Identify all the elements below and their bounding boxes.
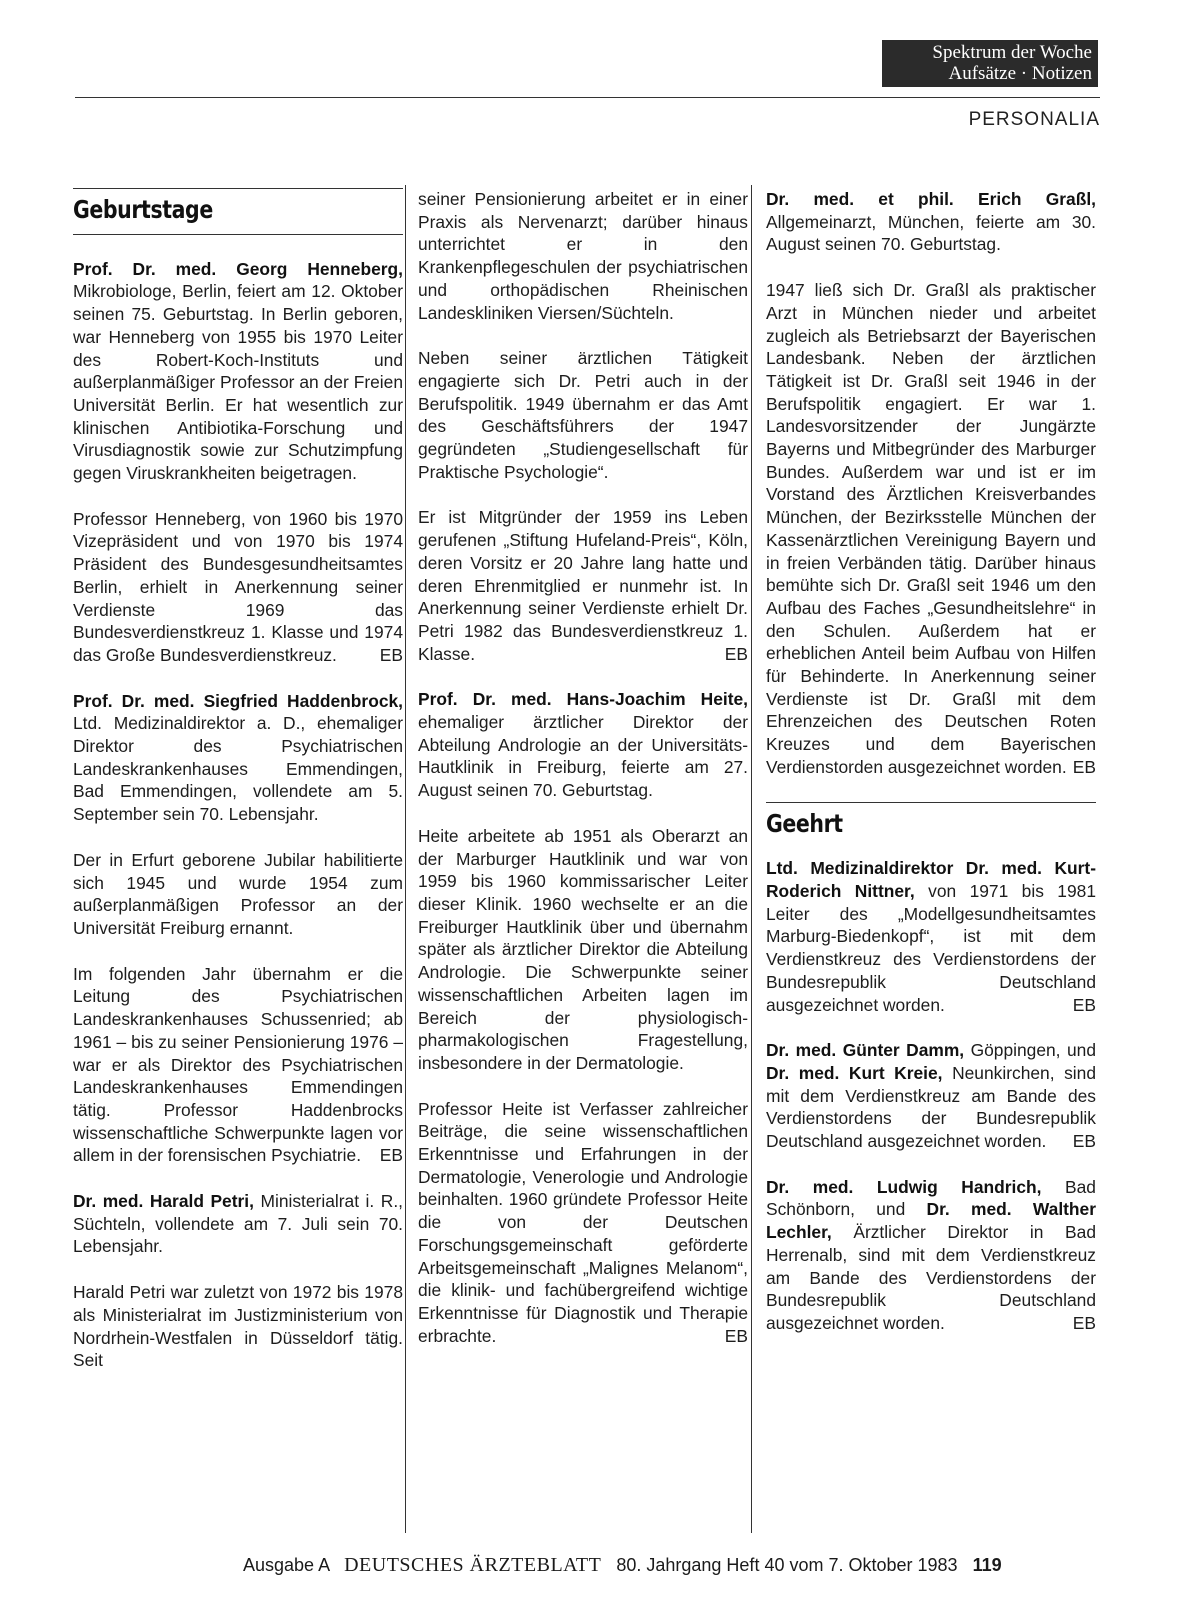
badge-line-1: Spektrum der Woche — [932, 42, 1092, 63]
article-grassl — [766, 188, 1096, 256]
article-paragraph — [73, 963, 403, 1167]
article-heite — [418, 688, 748, 802]
footer-issue: 80. Jahrgang Heft 40 vom 7. Oktober 1983 — [616, 1555, 958, 1575]
article-text: Professor Heite ist Verfasser zahlreicher Beiträge, die seine wissenschaftlichen Erkenntnisse und Erfahrungen in der Dermatologie, Venerologie und Andrologie beinhalten. 1960 gründete Professor Heite die von der Deutschen Forschungsgemeinschaft geförderte Arbeitsgemeinschaft „Malignes Melanom“, die klinik- und fachübergreifend wichtige Erkenntnisse für Diagnostik und Therapie erbrachte. — [418, 1098, 748, 1346]
article-text: Professor Henneberg, von 1960 bis 1970 Vizepräsident und von 1970 bis 1974 Präsident des Bundesgesundheitsamtes Berlin, erhielt in Anerkennung seiner Verdienste 1969 das Bundesverdienstkreuz 1. Klasse und 1974 das Große Bundesverdienstkreuz. — [73, 508, 403, 665]
article-text: Neunkirchen, sind mit dem Verdienstkreuz am Bande des Verdienstordens der Bundesrepublik Deutschland ausgezeichnet worden. — [766, 1062, 1096, 1152]
author-signature: EB — [1072, 1312, 1096, 1333]
page-number: 119 — [972, 1555, 1002, 1575]
article-text: Er ist Mitgründer der 1959 ins Leben gerufenen „Stiftung Hufeland-Preis“, Köln, deren Vorsitz er 20 Jahre lang hatte und deren Ehrenmitglied er nunmehr ist. In Anerkennung seiner Verdienste erhielt Dr. Petri 1982 das Bundesverdienstkreuz 1. Klasse. — [418, 507, 748, 664]
person-name: Dr. med. Günter Damm, — [766, 1040, 965, 1061]
article-paragraph — [766, 279, 1096, 778]
article-text: Neben seiner ärztlichen Tätigkeit engagierte sich Dr. Petri auch in der Berufspolitik. 1949 übernahm er das Amt des Geschäftsführers der 1947 gegründeten „Studiengesellschaft für Praktische Psychologie“. — [418, 348, 748, 482]
article-handrich-lechler — [766, 1176, 1096, 1335]
article-text: seiner Pensionierung arbeitet er in einer Praxis als Nervenarzt; darüber hinaus unterrichtet er in den Krankenpflegeschulen der psychiatrischen und orthopädischen Rheinischen Landeskliniken Viersen/Süchteln. — [418, 189, 748, 323]
author-signature: EB — [1072, 994, 1096, 1015]
column-2 — [418, 188, 748, 1370]
article-paragraph — [418, 188, 748, 324]
article-text: Ministerialrat i. R., Süchteln, vollendete am 7. Juli sein 70. Lebensjahr. — [73, 1191, 403, 1257]
article-text: 1947 ließ sich Dr. Graßl als praktischer Arzt in München nieder und arbeitet zugleich als Betriebsarzt der Bayerischen Landesbank. Neben der ärztlichen Tätigkeit ist Dr. Graßl seit 1946 in der Berufspolitik engagiert. Er war 1. Landesvorsitzender der Jungärzte Bayerns und Mitbegründer des Marburger Bundes. Außerdem war und ist er im Vorstand des Ärztlichen Kreisverbandes München, der Bezirksstelle München der Kassenärztlichen Vereinigung Bayern und in freien Verbänden tätig. Darüber hinaus bemühte sich Dr. Graßl seit 1946 um den Aufbau des Faches „Gesundheitslehre“ in den Schulen. Außerdem hat er erheblichen Anteil beim Aufbau von Hilfen für Behinderte. In Anerkennung seiner Verdienste ist Dr. Graßl mit dem Ehrenzeichen des Deutschen Roten Kreuzes und dem Bayerischen Verdienstorden ausgezeichnet worden. — [766, 280, 1096, 777]
header-rule — [75, 97, 1100, 98]
article-text: Der in Erfurt geborene Jubilar habilitierte sich 1945 und wurde 1954 zum außerplanmäßigen Professor an der Universität Freiburg ernannt. — [73, 849, 403, 938]
page-footer — [243, 1554, 1103, 1577]
column-divider — [751, 185, 752, 1533]
article-text: Ärztlicher Direktor in Bad Herrenalb, sind mit dem Verdienstkreuz am Bande des Verdienstordens der Bundesrepublik Deutschland ausgezeichnet worden. — [766, 1222, 1096, 1333]
article-paragraph — [418, 825, 748, 1075]
author-signature: EB — [724, 643, 748, 664]
article-haddenbrock — [73, 690, 403, 826]
person-name: Dr. med. et phil. Erich Graßl, — [766, 189, 1096, 209]
author-signature: EB — [379, 644, 403, 665]
person-name: Dr. med. Kurt Kreie, — [766, 1062, 943, 1083]
person-name: Prof. Dr. med. Siegfried Haddenbrock, — [73, 690, 403, 711]
article-text: Mikrobiologe, Berlin, feiert am 12. Oktober seinen 75. Geburtstag. In Berlin geboren, war Henneberg von 1955 bis 1970 Leiter des Robert-Koch-Instituts und außerplanmäßiger Professor an der Freien Universität Berlin. Er hat wesentlich zur klinischen Antibiotika-Forschung und Virusdiagnostik sowie zur Schutzimpfung gegen Viruskrankheiten beigetragen. — [73, 281, 403, 484]
article-paragraph — [418, 506, 748, 665]
article-petri — [73, 1190, 403, 1258]
article-paragraph — [418, 1098, 748, 1348]
article-text: Allgemeinarzt, München, feierte am 30. August seinen 70. Geburtstag. — [766, 211, 1096, 255]
article-damm-kreie — [766, 1039, 1096, 1153]
article-paragraph — [73, 1281, 403, 1372]
article-paragraph — [73, 508, 403, 667]
column-3 — [766, 188, 1096, 1358]
author-signature: EB — [1072, 1131, 1096, 1152]
birthdays-heading: Geburtstage — [73, 195, 213, 224]
article-text: Ltd. Medizinaldirektor a. D., ehemaliger Direktor des Psychiatrischen Landeskrankenhauses Emmendingen, Bad Emmendingen, vollendete am 5. September sein 70. Lebensjahr. — [73, 713, 403, 825]
footer-journal: DEUTSCHES ÄRZTEBLATT — [344, 1554, 602, 1576]
person-name: Prof. Dr. med. Hans-Joachim Heite, — [418, 689, 748, 710]
footer-edition: Ausgabe A — [243, 1555, 330, 1575]
article-text: von 1971 bis 1981 Leiter des „Modellgesundheitsamtes Marburg-Biedenkopf“, ist mit dem Verdienstkreuz des Verdienstordens der Bundesrepublik Deutschland ausgezeichnet worden. — [766, 880, 1096, 1015]
heading-rule-bottom — [73, 234, 403, 235]
section-label: PERSONALIA — [968, 109, 1100, 130]
article-text: ehemaliger ärztlicher Direktor der Abteilung Andrologie an der Universitäts-Hautklinik in Freiburg, feierte am 27. August seinen 70. Geburtstag. — [418, 712, 748, 801]
article-paragraph — [418, 347, 748, 483]
article-text: Göppingen, und — [970, 1040, 1096, 1061]
column-1 — [73, 188, 403, 1395]
article-text: Bad Schönborn, und — [766, 1176, 1096, 1220]
article-text: Harald Petri war zuletzt von 1972 bis 1978 als Ministerialrat im Justizministerium von Nordrhein-Westfalen in Düsseldorf tätig. Seit — [73, 1282, 403, 1371]
section-badge — [882, 40, 1098, 87]
honored-heading: Geehrt — [766, 808, 843, 838]
article-henneberg — [73, 258, 403, 485]
column-divider — [405, 185, 406, 1533]
person-name: Dr. med. Ludwig Handrich, — [766, 1176, 1042, 1197]
person-name: Dr. med. Harald Petri, — [73, 1191, 254, 1212]
badge-line-2: Aufsätze · Notizen — [948, 63, 1092, 84]
article-text: Im folgenden Jahr übernahm er die Leitung des Psychiatrischen Landeskrankenhauses Schussenried; ab 1961 – bis zu seiner Pensionierung 1976 – war er als Direktor des Psychiatrischen Landeskrankenhauses Emmendingen tätig. Professor Haddenbrocks wissenschaftliche Schwerpunkte lagen vor allem in der forensischen Psychiatrie. — [73, 963, 403, 1166]
author-signature: EB — [1072, 756, 1096, 777]
person-name: Dr. med. Walther Lechler, — [766, 1199, 1096, 1243]
article-text: Heite arbeitete ab 1951 als Oberarzt an der Marburger Hautklinik und war von 1959 bis 1960 kommissarischer Leiter dieser Klinik. 1960 wechselte er an die Freiburger Hautklinik über und übernahm später als ärztlicher Direktor die Abteilung Andrologie. Die Schwerpunkte seiner wissenschaftlichen Arbeiten lagen im Bereich der physiologisch-pharmakologischen Fragestellung, insbesondere in der Dermatologie. — [418, 825, 748, 1073]
author-signature: EB — [379, 1145, 403, 1166]
article-paragraph — [73, 849, 403, 940]
author-signature: EB — [724, 1325, 748, 1346]
article-nittner — [766, 857, 1096, 1016]
person-name: Prof. Dr. med. Georg Henneberg, — [73, 258, 403, 279]
person-name: Ltd. Medizinaldirektor Dr. med. Kurt-Roderich Nittner, — [766, 858, 1096, 901]
